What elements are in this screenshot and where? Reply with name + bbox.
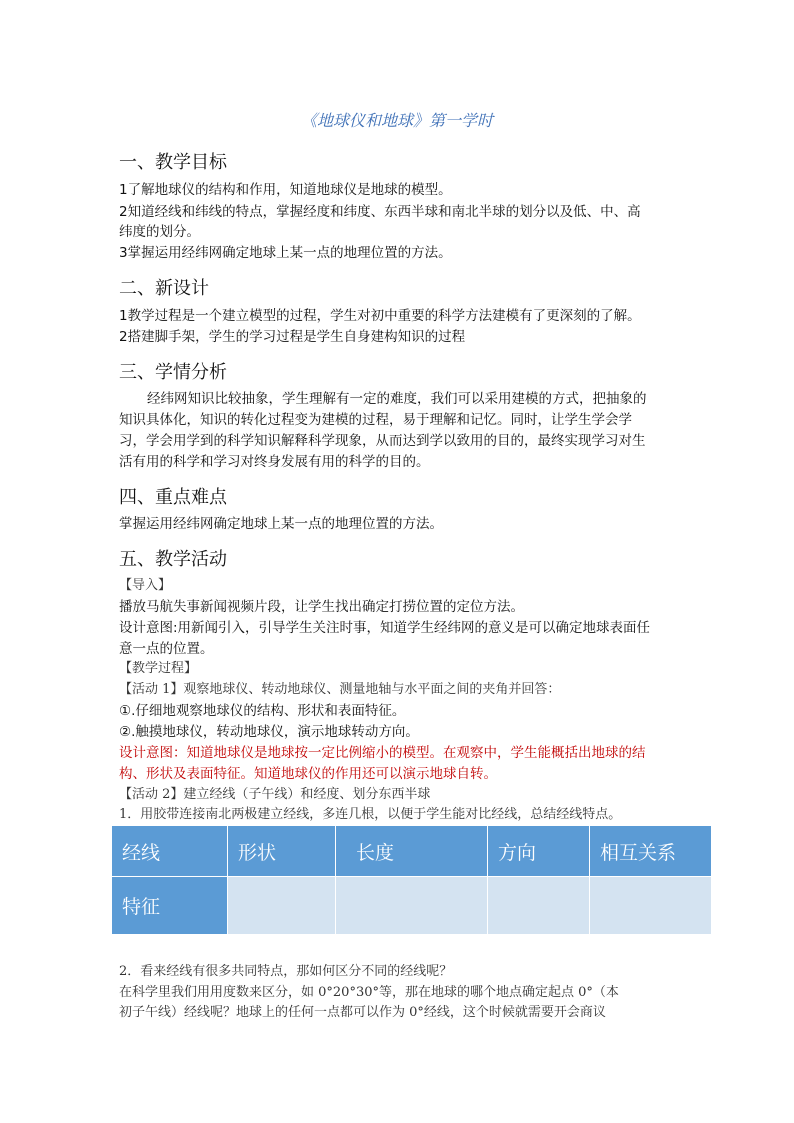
table-header-cell: 相互关系 [590, 826, 712, 877]
table-cell-relation [590, 877, 712, 935]
table-row-label: 特征 [112, 877, 228, 935]
activity1-item: ②.触摸地球仪，转动地球仪，演示地球转动方向。 [119, 724, 419, 740]
table-header-cell: 经线 [112, 826, 228, 877]
table-row [112, 877, 712, 935]
table-header-cell: 长度 [336, 826, 488, 877]
analysis-line: 习，学会用学到的科学知识解释科学现象，从而达到学以致用的目的，最终实现学习对生 [119, 433, 646, 449]
activity2-item: 2．看来经线有很多共同特点，那如何区分不同的经线呢？ [119, 964, 453, 979]
analysis-line: 知识具体化，知识的转化过程变为建模的过程，易于理解和记忆。同时，让学生学会学 [119, 412, 632, 428]
tail-line: 初子午线）经线呢？地球上的任何一点都可以作为 0°经线，这个时候就需要开会商议 [119, 1005, 606, 1020]
red-design-intent-line: 构、形状及表面特征。知道地球仪的作用还可以演示地球自转。 [119, 766, 497, 782]
analysis-line: 活有用的科学和学习对终身发展有用的科学的目的。 [119, 454, 430, 470]
design-line: 1教学过程是一个建立模型的过程，学生对初中重要的科学方法建模有了更深刻的了解。 [119, 308, 641, 324]
intro-text: 播放马航失事新闻视频片段，让学生找出确定打捞位置的定位方法。 [119, 599, 524, 615]
table-cell-length [336, 877, 488, 935]
table-header-cell: 形状 [228, 826, 336, 877]
objective-line: 纬度的划分。 [119, 224, 200, 240]
objective-line: 3掌握运用经纬网确定地球上某一点的地理位置的方法。 [119, 245, 452, 261]
intro-label: 【导入】 [119, 578, 172, 593]
tail-line: 在科学里我们用用度数来区分，如 0°20°30°等，那在地球的哪个地点确定起点 0°（本 [119, 985, 619, 1000]
design-intent-line: 意一点的位置。 [119, 641, 214, 657]
table-cell-direction [488, 877, 590, 935]
analysis-line: 经纬网知识比较抽象，学生理解有一定的难度，我们可以采用建模的方式，把抽象的 [147, 391, 647, 407]
section-heading-design: 二、新设计 [119, 278, 209, 299]
document-title: 《地球仪和地球》第一学时 [300, 111, 493, 130]
section-heading-activities: 五、教学活动 [119, 549, 227, 570]
section-heading-analysis: 三、学情分析 [119, 362, 227, 383]
activity1-label: 【活动 1】观察地球仪、转动地球仪、测量地轴与水平面之间的夹角并回答： [119, 682, 561, 697]
activity1-item: ①.仔细地观察地球仪的结构、形状和表面特征。 [119, 703, 406, 719]
activity2-item: 1．用胶带连接南北两极建立经线，多连几根，以便于学生能对比经线，总结经线特点。 [119, 807, 622, 822]
design-line: 2搭建脚手架，学生的学习过程是学生自身建构知识的过程 [119, 329, 466, 345]
section-heading-key-points: 四、重点难点 [119, 487, 227, 508]
table-cell-shape [228, 877, 336, 935]
table-header-row [112, 826, 712, 877]
objective-line: 2知道经线和纬线的特点，掌握经度和纬度、东西半球和南北半球的划分以及低、中、高 [119, 204, 641, 220]
objective-line: 1了解地球仪的结构和作用，知道地球仪是地球的模型。 [119, 182, 452, 198]
table-header-cell: 方向 [488, 826, 590, 877]
process-label: 【教学过程】 [119, 661, 198, 676]
design-intent-line: 设计意图:用新闻引入，引导学生关注时事，知道学生经纬网的意义是可以确定地球表面任 [119, 620, 651, 636]
section-heading-objectives: 一、教学目标 [119, 152, 227, 173]
key-points-text: 掌握运用经纬网确定地球上某一点的地理位置的方法。 [119, 516, 443, 532]
red-design-intent-line: 设计意图：知道地球仪是地球按一定比例缩小的模型。在观察中，学生能概括出地球的结 [119, 745, 646, 761]
meridian-features-table [111, 825, 712, 935]
activity2-label: 【活动 2】建立经线（子午线）和经度、划分东西半球 [119, 787, 431, 802]
